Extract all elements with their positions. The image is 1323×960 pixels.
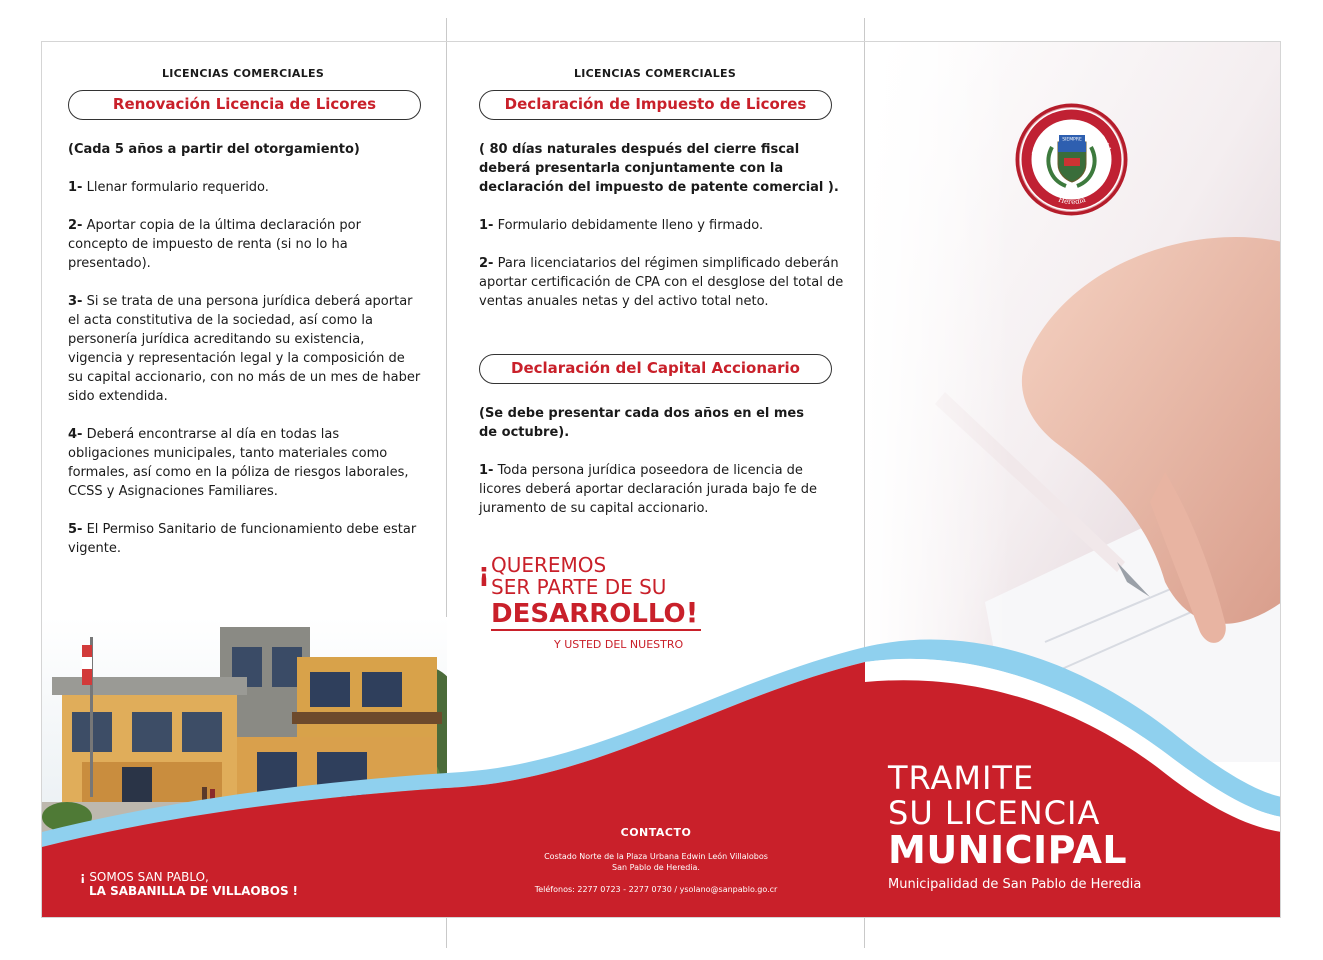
left-item-4: 4- Deberá encontrarse al día en todas las obligaciones municipales, tanto materiales como formales, así como en la póliza de riesgos laborales, CCSS y Asignaciones Familiares. [68, 427, 409, 499]
left-pill-title: Renovación Licencia de Licores [68, 90, 421, 120]
middle-slogan-line-3: DESARROLLO [491, 599, 686, 629]
left-item-2: 2- Aportar copia de la última declaración por concepto de impuesto de renta (si no lo ha presentado). [68, 218, 361, 271]
middle-slogan-line-2: SER PARTE DE SU [491, 575, 667, 599]
left-section-label: LICENCIAS COMERCIALES [161, 67, 325, 80]
middle-section-label: LICENCIAS COMERCIALES [573, 67, 737, 80]
left-intro: (Cada 5 años a partir del otorgamiento) [68, 142, 360, 157]
title-line-2: SU LICENCIA [888, 794, 1101, 832]
left-item-5: 5- El Permiso Sanitario de funcionamiento debe estar vigente. [68, 522, 417, 556]
left-body [68, 140, 423, 577]
middle-intro-1: ( 80 días naturales después del cierre fiscal deberá presentarla conjuntamente con la declaración del impuesto de patente comercial ). [479, 142, 839, 195]
title-line-1: TRAMITE [888, 759, 1035, 797]
middle-slogan-rule [491, 629, 701, 631]
municipality-subtitle: Municipalidad de San Pablo de Heredia [888, 877, 1142, 892]
left-item-3: 3- Si se trata de una persona jurídica deberá aportar el acta constitutiva de la sociedad, así como la personería jurídica acreditando su existencia, vigencia y representación legal y la composición de su capital accionario, con no más de un mes de haber sido extendida. [68, 294, 421, 404]
slogan-line-1: SOMOS SAN PABLO, [89, 870, 209, 884]
middle-slogan-close: ! [685, 596, 699, 629]
seal-banner: SIEMPRE [1062, 137, 1082, 143]
middle-slogan-open: ¡ [478, 558, 490, 588]
middle-item-3: 1- Toda persona jurídica poseedora de licencia de licores deberá aportar declaración jurada bajo fe de juramento de su capital accionario. [479, 463, 818, 516]
contact-address-1: Costado Norte de la Plaza Urbana Edwin León Villalobos [544, 852, 768, 861]
middle-intro-2: (Se debe presentar cada dos años en el mes de octubre). [479, 406, 804, 440]
slogan-close-mark: ! [292, 884, 298, 898]
slogan-open-mark: ¡ [80, 870, 86, 884]
middle-body-1 [479, 140, 854, 330]
middle-slogan-sub: Y USTED DEL NUESTRO [554, 638, 684, 651]
middle-pill-title-1: Declaración de Impuesto de Licores [479, 90, 832, 120]
middle-item-2: 2- Para licenciatarios del régimen simplificado deberán aportar certificación de CPA con el desglose del total de ventas anuales netas y del activo total neto. [479, 256, 844, 309]
middle-body-2 [479, 404, 819, 537]
contact-title: CONTACTO [620, 826, 692, 839]
title-line-3: MUNICIPAL [888, 828, 1128, 872]
contact-address-2: San Pablo de Heredia. [612, 863, 700, 872]
seal-text-bottom: Heredia [1057, 195, 1087, 207]
middle-pill-title-2: Declaración del Capital Accionario [479, 354, 832, 384]
slogan-line-2: LA SABANILLA DE VILLAOBOS [89, 884, 289, 898]
middle-slogan-line-1: QUEREMOS [491, 553, 607, 577]
brochure-sheet [41, 41, 1281, 918]
municipal-seal [1014, 102, 1129, 217]
left-slogan [80, 870, 298, 898]
contact-phones: Teléfonos: 2277 0723 - 2277 0730 / ysolano@sanpablo.go.cr [534, 885, 778, 894]
seal-text-top: Municipalidad de San Pablo [1030, 119, 1114, 156]
left-item-1: 1- Llenar formulario requerido. [68, 180, 269, 195]
middle-item-1: 1- Formulario debidamente lleno y firmado. [479, 218, 764, 233]
